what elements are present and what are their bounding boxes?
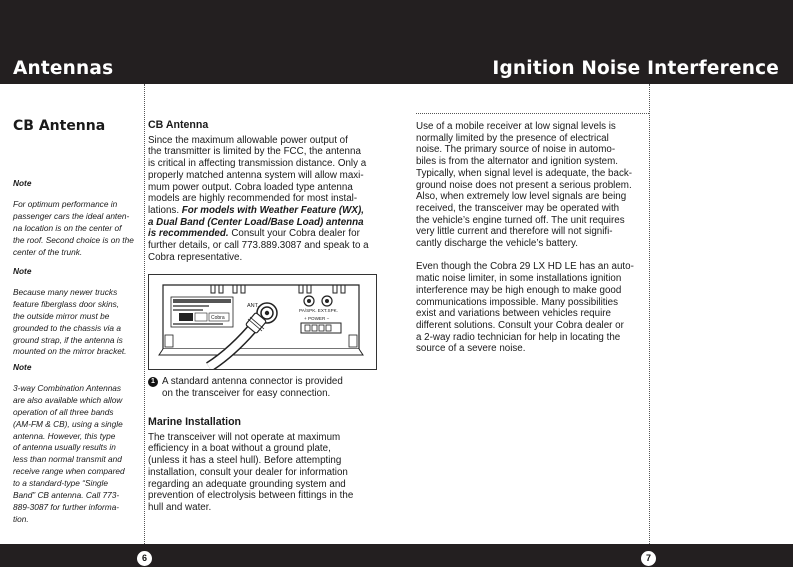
body-line: the transmitter is limited by the FCC, the antenna: [148, 146, 361, 158]
body-line: noise. The primary source of noise in automo-: [416, 144, 616, 156]
section-heading: Marine Installation: [148, 416, 242, 428]
note-line: Band” CB antenna. Call 773-: [13, 490, 120, 501]
note-line: operation of all three bands: [13, 406, 114, 417]
jack-label: PA/SPK. EXT.SPK.: [299, 308, 338, 313]
note-line: are also available which allow: [13, 394, 123, 405]
note-line: to a standard-type “Single: [13, 478, 109, 489]
note-line: 889-3087 for further informa-: [13, 501, 120, 512]
body-line: ground noise does not present a serious problem.: [416, 179, 632, 191]
body-line: properly matched antenna system will allow maxi-: [148, 169, 364, 181]
body-line: communications impossible. Many possibilities: [416, 296, 619, 308]
sidebar-title: CB Antenna: [13, 118, 106, 134]
body-line: [148, 228, 383, 240]
note-line: less than normal transmit and: [13, 454, 122, 465]
body-line: Since the maximum allowable power output of: [148, 134, 348, 146]
note-line: of antenna usually results in: [13, 442, 116, 453]
body-text: Consult your Cobra dealer for: [228, 228, 360, 240]
note-line: For optimum performance in: [13, 198, 118, 209]
callout-line: A standard antenna connector is provided: [162, 376, 343, 387]
column-divider: [144, 84, 145, 544]
body-line: is critical in affecting transmission distance. Only a: [148, 158, 367, 170]
body-line: prevention of electrolysis between fittings in the: [148, 490, 354, 502]
footer-bar: [0, 544, 793, 567]
note-line: the outside mirror must be: [13, 310, 110, 321]
body-line: mum power output. Cobra loaded type antenna: [148, 181, 353, 193]
note-line: passenger cars the ideal anten-: [13, 210, 130, 221]
page-title-left: Antennas: [13, 58, 114, 79]
body-line: hull and water.: [148, 501, 212, 513]
body-line: (unless it has a steel hull). Before attempting: [148, 455, 342, 467]
emphasis-text: a Dual Band (Center Load/Base Load) antenna: [148, 216, 364, 228]
body-line: efficiency in a boat without a ground plate,: [148, 443, 331, 455]
body-line: the vehicle’s engine turned off. The unit requires: [416, 214, 625, 226]
ant-label: ANT.: [247, 303, 259, 309]
note-line: (AM-FM & CB), using a single: [13, 418, 123, 429]
body-line: further details, or call 773.889.3087 and speak to a: [148, 240, 369, 252]
body-text: lations.: [148, 204, 182, 216]
marine-installation-section: [148, 417, 388, 514]
note-line: feature fiberglass door skins,: [13, 298, 120, 309]
body-line: Typically, when signal level is adequate, the back-: [416, 167, 633, 179]
note-line: na location is on the center of: [13, 222, 122, 233]
body-line: Cobra representative.: [148, 251, 243, 263]
note-line: Because many newer trucks: [13, 286, 118, 297]
body-line: exist and variations between vehicles require: [416, 308, 611, 320]
emphasis-text: is recommended.: [148, 228, 229, 240]
note-line: 3-way Combination Antennas: [13, 382, 122, 393]
paragraph-spacer: [416, 250, 648, 262]
note-line: mounted on the mirror bracket.: [13, 346, 127, 357]
emphasis-text: For models with Weather Feature (WX),: [181, 204, 364, 216]
body-line: different solutions. Consult your Cobra dealer or: [416, 319, 624, 331]
note-line: ground strap, if the antenna is: [13, 334, 123, 345]
body-line: matic noise limiter, in some installations ignition: [416, 273, 622, 285]
body-line: received, the transceiver may be operated with: [416, 202, 620, 214]
note-optimum-performance: [13, 178, 141, 258]
body-line: very little current and therefore will not signifi-: [416, 226, 613, 238]
power-label: + POWER −: [304, 316, 330, 321]
body-line: models are highly recommended for most instal-: [148, 193, 358, 205]
note-combination-antennas: [13, 362, 141, 526]
cb-antenna-section: [148, 120, 383, 263]
body-line: biles is from the alternator and ignition system.: [416, 156, 619, 168]
page-title-right: Ignition Noise Interference: [492, 58, 779, 79]
note-line: the roof. Second choice is on the: [13, 234, 134, 245]
body-line: source of a severe noise.: [416, 343, 526, 355]
figure-callout: [148, 376, 378, 399]
column-divider: [649, 84, 650, 544]
body-line: regarding an adequate grounding system and: [148, 478, 346, 490]
callout-number-badge: 1: [148, 377, 158, 387]
body-line: Even though the Cobra 29 LX HD LE has an auto-: [416, 261, 634, 273]
note-line: grounded to the chassis via a: [13, 322, 121, 333]
note-mirror-ground: [13, 266, 141, 358]
note-line: tion.: [13, 513, 29, 524]
body-line: normally limited by the presence of electrical: [416, 132, 609, 144]
page-number-right: 7: [641, 551, 656, 566]
page-number-left: 6: [137, 551, 152, 566]
sticker-text: Cobra: [211, 315, 225, 321]
note-line: receive range when compared: [13, 466, 125, 477]
body-line: Also, when extremely low level signals are being: [416, 191, 627, 203]
ignition-noise-section: [416, 121, 648, 355]
body-line: installation, consult your dealer for information: [148, 466, 348, 478]
rear-panel-illustration: [149, 275, 376, 369]
note-heading: Note: [13, 178, 32, 188]
callout-line: on the transceiver for easy connection.: [162, 387, 331, 399]
body-line: cantly discharge the vehicle’s battery.: [416, 238, 578, 250]
note-heading: Note: [13, 266, 32, 276]
body-line: The transceiver will not operate at maximum: [148, 431, 341, 443]
body-line: [148, 205, 383, 217]
note-line: antenna. However, this type: [13, 430, 116, 441]
note-heading: Note: [13, 362, 32, 372]
top-rule: [416, 113, 649, 114]
body-line: Use of a mobile receiver at low signal levels is: [416, 121, 616, 132]
body-line: a 2-way radio technician for help in locating the: [416, 331, 621, 343]
rear-panel-figure: [148, 274, 377, 370]
body-line: interference may be high enough to make good: [416, 284, 622, 296]
note-line: center of the trunk.: [13, 246, 83, 257]
section-heading: CB Antenna: [148, 119, 209, 131]
